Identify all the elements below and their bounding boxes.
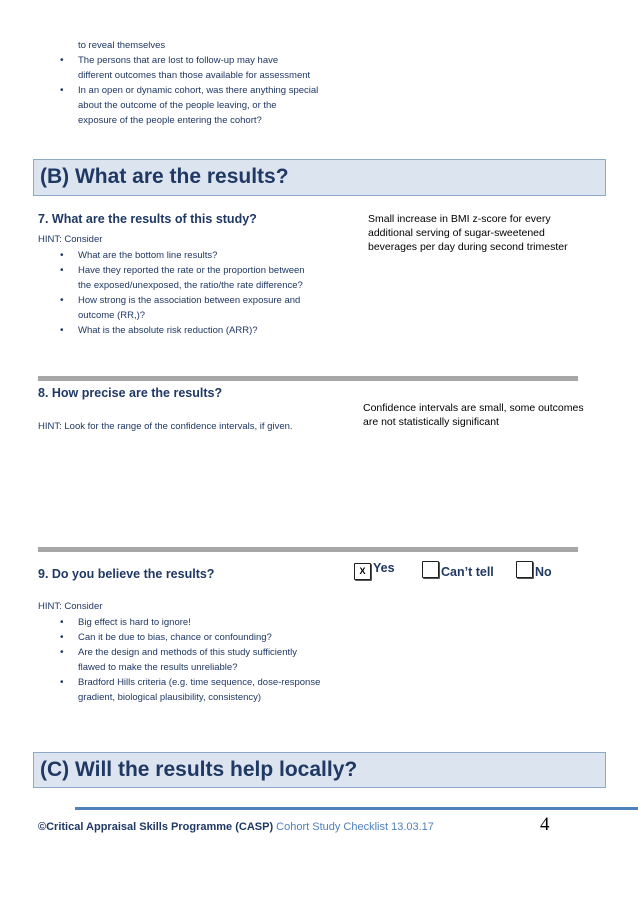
option-yes-label: Yes	[373, 561, 395, 575]
list-item: • The persons that are lost to follow-up may have different outcomes than those available for assessment	[38, 53, 358, 83]
divider-2	[38, 547, 578, 552]
list-item: • Can it be due to bias, chance or confounding?	[38, 630, 368, 645]
q7-hint: HINT: Consider	[38, 234, 103, 245]
list-item: • Bradford Hills criteria (e.g. time sequence, dose-response gradient, biological plausibility, consistency)	[38, 675, 368, 705]
option-no[interactable]	[516, 561, 552, 579]
q8-answer: Confidence intervals are small, some outcomes are not statistically significant	[363, 402, 584, 428]
checkbox-cant-tell[interactable]	[422, 561, 439, 578]
q8-title: 8. How precise are the results?	[38, 386, 223, 400]
checkbox-yes[interactable]: X	[354, 563, 371, 580]
list-item: • How strong is the association between exposure and outcome (RR,)?	[38, 293, 358, 323]
footer-rule	[75, 807, 638, 810]
q9-hint: HINT: Consider	[38, 601, 103, 612]
page-number: 4	[540, 814, 550, 835]
option-cant-tell-label: Can’t tell	[441, 565, 494, 579]
section-b-header	[33, 159, 606, 196]
list-item: • What is the absolute risk reduction (ARR)?	[38, 323, 358, 338]
q9-title: 9. Do you believe the results?	[38, 567, 215, 581]
section-c-header	[33, 752, 606, 788]
q7-bullets	[38, 248, 358, 338]
intro-bullets	[38, 53, 358, 128]
footer-text	[38, 821, 434, 833]
option-yes[interactable]	[354, 561, 395, 580]
q9-bullets	[38, 615, 368, 705]
q7-title: 7. What are the results of this study?	[38, 212, 257, 226]
list-item: • What are the bottom line results?	[38, 248, 358, 263]
q8-hint: HINT: Look for the range of the confidence intervals, if given.	[38, 421, 293, 432]
option-no-label: No	[535, 565, 552, 579]
section-c-title: (C) Will the results help locally?	[40, 758, 358, 781]
list-item: • Are the design and methods of this study sufficiently flawed to make the results unreliable?	[38, 645, 368, 675]
list-item: • Have they reported the rate or the proportion between the exposed/unexposed, the ratio/the rate difference?	[38, 263, 358, 293]
divider-1	[38, 376, 578, 381]
footer-org: ©Critical Appraisal Skills Programme (CASP)	[38, 821, 274, 833]
intro-cont-line: to reveal themselves	[78, 40, 166, 51]
option-cant-tell[interactable]	[422, 561, 494, 579]
q7-answer: Small increase in BMI z-score for every additional serving of sugar-sweetened beverages per day during second trimester	[368, 213, 568, 253]
intro-block	[38, 38, 358, 128]
section-b-title: (B) What are the results?	[40, 165, 289, 188]
footer-doc: Cohort Study Checklist 13.03.17	[273, 821, 434, 833]
list-item: • In an open or dynamic cohort, was there anything special about the outcome of the people leaving, or the exposure of the people entering the cohort?	[38, 83, 358, 128]
list-item: • Big effect is hard to ignore!	[38, 615, 368, 630]
checkbox-no[interactable]	[516, 561, 533, 578]
